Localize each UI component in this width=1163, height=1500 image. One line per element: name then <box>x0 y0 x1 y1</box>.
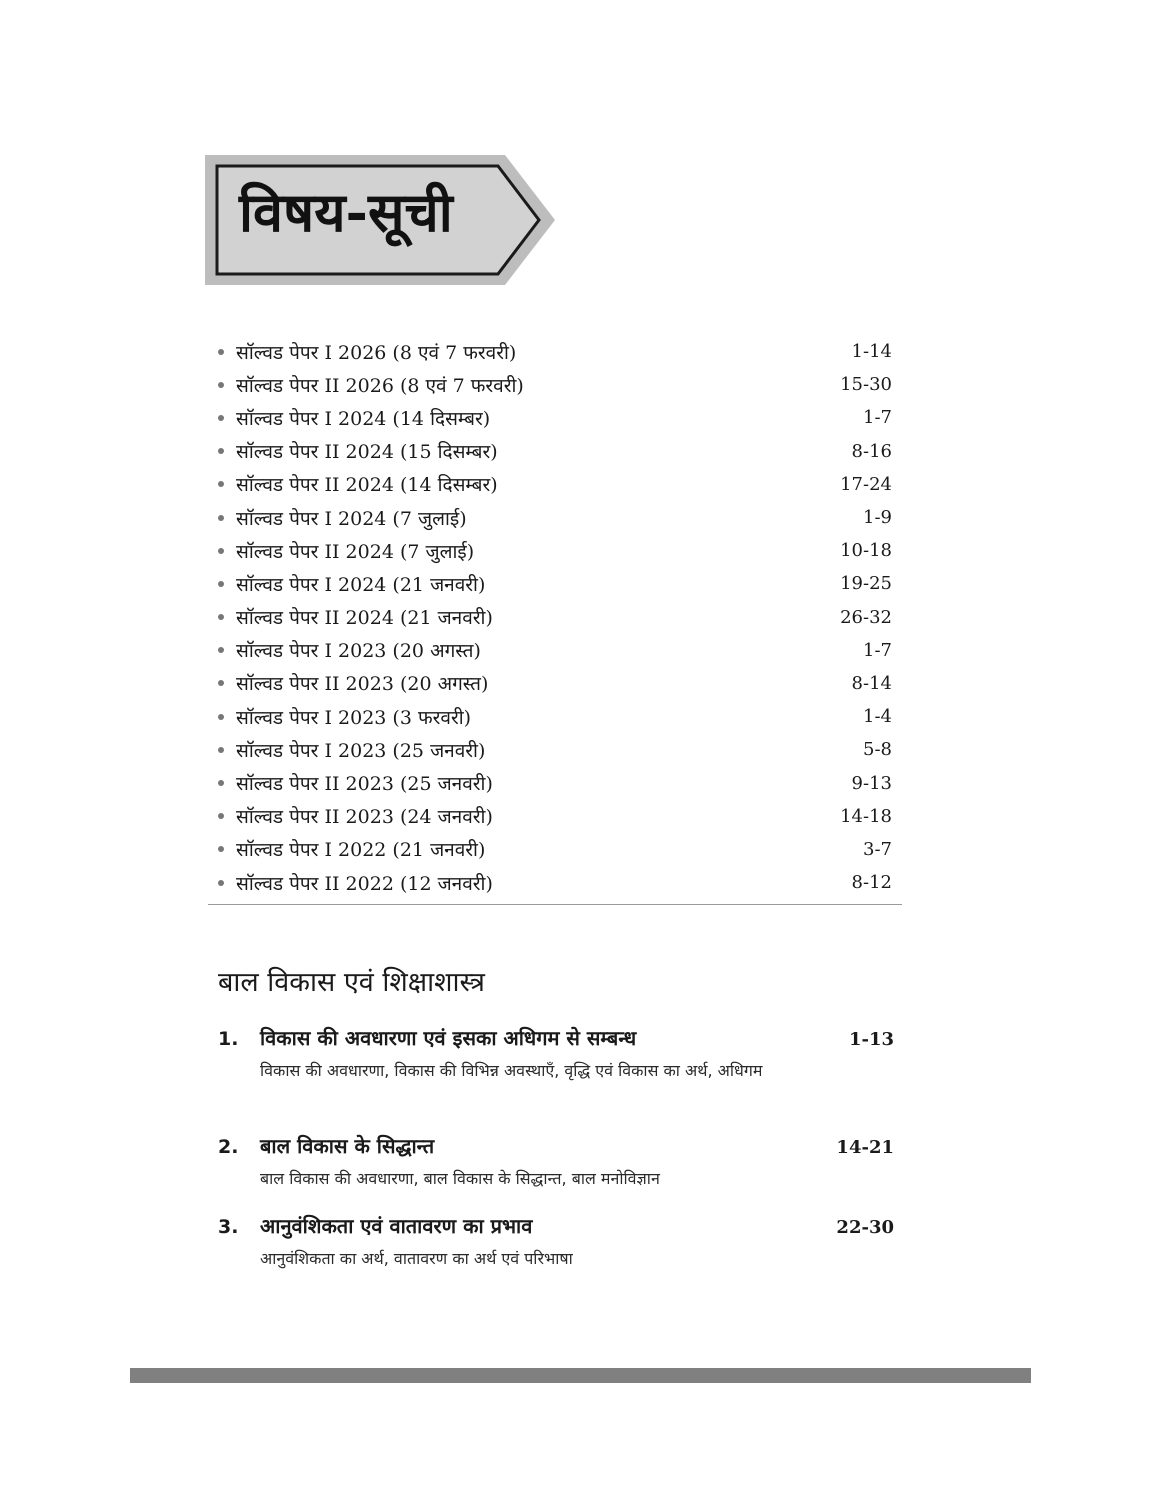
paper-label-wrap <box>215 870 493 896</box>
paper-label-wrap <box>215 836 485 862</box>
paper-pages: 19-25 <box>840 573 892 595</box>
bullet-icon <box>218 415 224 421</box>
paper-label-wrap <box>215 471 498 497</box>
footer-bar <box>130 1368 1031 1383</box>
list-item[interactable] <box>215 501 900 534</box>
list-item[interactable] <box>215 601 900 634</box>
list-item[interactable] <box>215 435 900 468</box>
paper-label-wrap <box>215 637 481 663</box>
bullet-icon <box>218 614 224 620</box>
paper-label-wrap <box>215 405 490 431</box>
chapter-description: बाल विकास की अवधारणा, बाल विकास के सिद्धान्त, बाल मनोविज्ञान <box>260 1169 660 1188</box>
list-item[interactable] <box>215 667 900 700</box>
paper-pages: 17-24 <box>840 473 892 495</box>
bullet-icon <box>218 548 224 554</box>
paper-label: सॉल्वड पेपर I 2022 (21 जनवरी) <box>236 839 486 862</box>
paper-pages: 8-16 <box>851 440 892 462</box>
list-item[interactable] <box>215 534 900 567</box>
paper-label: सॉल्वड पेपर II 2024 (21 जनवरी) <box>236 607 493 630</box>
bullet-icon <box>218 382 224 388</box>
chapter-title: बाल विकास के सिद्धान्त <box>260 1134 435 1158</box>
list-item[interactable] <box>215 700 900 733</box>
list-item[interactable] <box>215 766 900 799</box>
bullet-icon <box>218 349 224 355</box>
bullet-icon <box>218 880 224 886</box>
paper-pages: 1-7 <box>863 407 892 429</box>
paper-label-wrap <box>215 770 493 796</box>
paper-pages: 1-7 <box>863 639 892 661</box>
paper-label: सॉल्वड पेपर II 2024 (15 दिसम्बर) <box>236 441 498 464</box>
list-item[interactable] <box>215 401 900 434</box>
bullet-icon <box>218 780 224 786</box>
paper-label: सॉल्वड पेपर I 2024 (14 दिसम्बर) <box>236 407 491 430</box>
paper-pages: 14-18 <box>840 805 892 827</box>
paper-label: सॉल्वड पेपर II 2024 (7 जुलाई) <box>236 540 475 563</box>
paper-pages: 8-14 <box>851 672 892 694</box>
list-item[interactable] <box>215 833 900 866</box>
bullet-icon <box>218 714 224 720</box>
paper-label-wrap <box>215 704 471 730</box>
chapter-number: 3. <box>218 1216 239 1238</box>
paper-label: सॉल्वड पेपर II 2022 (12 जनवरी) <box>236 872 493 895</box>
bullet-icon <box>218 448 224 454</box>
paper-pages: 5-8 <box>863 739 892 761</box>
paper-pages: 1-4 <box>863 706 892 728</box>
chapter-description: विकास की अवधारणा, विकास की विभिन्न अवस्थाएँ, वृद्धि एवं विकास का अर्थ, अधिगम <box>260 1061 763 1080</box>
list-item[interactable] <box>215 335 900 368</box>
paper-pages: 1-9 <box>863 507 892 529</box>
paper-label-wrap <box>215 538 474 564</box>
bullet-icon <box>218 747 224 753</box>
bullet-icon <box>218 813 224 819</box>
paper-pages: 15-30 <box>840 374 892 396</box>
bullet-icon <box>218 481 224 487</box>
bullet-icon <box>218 680 224 686</box>
section-heading: बाल विकास एवं शिक्षाशास्त्र <box>218 967 485 998</box>
chapter-head <box>218 1024 898 1051</box>
paper-pages: 3-7 <box>863 838 892 860</box>
chapter-number: 2. <box>218 1136 239 1158</box>
paper-label: सॉल्वड पेपर I 2023 (3 फरवरी) <box>236 706 472 729</box>
list-item[interactable] <box>215 368 900 401</box>
paper-label-wrap <box>215 737 485 763</box>
solved-papers-list <box>215 335 900 899</box>
paper-pages: 8-12 <box>851 872 892 894</box>
bullet-icon <box>218 581 224 587</box>
paper-label: सॉल्वड पेपर II 2023 (25 जनवरी) <box>236 773 493 796</box>
chapter-title: विकास की अवधारणा एवं इसका अधिगम से सम्बन्ध <box>260 1026 637 1050</box>
chapter-number: 1. <box>218 1028 239 1050</box>
chapter-entry[interactable] <box>218 1212 898 1273</box>
paper-label-wrap <box>215 571 485 597</box>
paper-label-wrap <box>215 372 524 398</box>
list-item[interactable] <box>215 634 900 667</box>
paper-label-wrap <box>215 604 493 630</box>
paper-label-wrap <box>215 505 467 531</box>
chapter-pages: 14-21 <box>836 1137 894 1158</box>
paper-label: सॉल्वड पेपर I 2026 (8 एवं 7 फरवरी) <box>236 341 517 364</box>
paper-label: सॉल्वड पेपर II 2024 (14 दिसम्बर) <box>236 474 498 497</box>
list-item[interactable] <box>215 567 900 600</box>
chapter-pages: 22-30 <box>836 1217 894 1238</box>
paper-label: सॉल्वड पेपर II 2026 (8 एवं 7 फरवरी) <box>236 374 524 397</box>
paper-label: सॉल्वड पेपर I 2023 (25 जनवरी) <box>236 739 486 762</box>
paper-pages: 9-13 <box>851 772 892 794</box>
paper-label: सॉल्वड पेपर I 2024 (7 जुलाई) <box>236 507 467 530</box>
paper-label-wrap <box>215 670 488 696</box>
paper-label: सॉल्वड पेपर II 2023 (20 अगस्त) <box>236 673 489 696</box>
paper-label: सॉल्वड पेपर II 2023 (24 जनवरी) <box>236 806 493 829</box>
list-item[interactable] <box>215 866 900 899</box>
paper-pages: 10-18 <box>840 540 892 562</box>
bullet-icon <box>218 846 224 852</box>
chapter-entry[interactable] <box>218 1024 898 1085</box>
title-banner <box>205 155 555 285</box>
section-divider <box>208 904 902 905</box>
chapter-description: आनुवंशिकता का अर्थ, वातावरण का अर्थ एवं परिभाषा <box>260 1249 573 1268</box>
list-item[interactable] <box>215 468 900 501</box>
bullet-icon <box>218 515 224 521</box>
page-title: विषय-सूची <box>239 180 453 244</box>
paper-label-wrap <box>215 803 493 829</box>
chapter-title: आनुवंशिकता एवं वातावरण का प्रभाव <box>260 1214 533 1238</box>
paper-pages: 1-14 <box>851 341 892 363</box>
chapter-pages: 1-13 <box>848 1029 894 1050</box>
bullet-icon <box>218 647 224 653</box>
chapter-head <box>218 1212 898 1239</box>
paper-label: सॉल्वड पेपर I 2024 (21 जनवरी) <box>236 573 486 596</box>
chapter-head <box>218 1132 898 1159</box>
list-item[interactable] <box>215 800 900 833</box>
paper-label-wrap <box>215 438 498 464</box>
chapter-entry[interactable] <box>218 1132 898 1193</box>
paper-label-wrap <box>215 339 516 365</box>
paper-label: सॉल्वड पेपर I 2023 (20 अगस्त) <box>236 640 481 663</box>
list-item[interactable] <box>215 733 900 766</box>
paper-pages: 26-32 <box>840 606 892 628</box>
